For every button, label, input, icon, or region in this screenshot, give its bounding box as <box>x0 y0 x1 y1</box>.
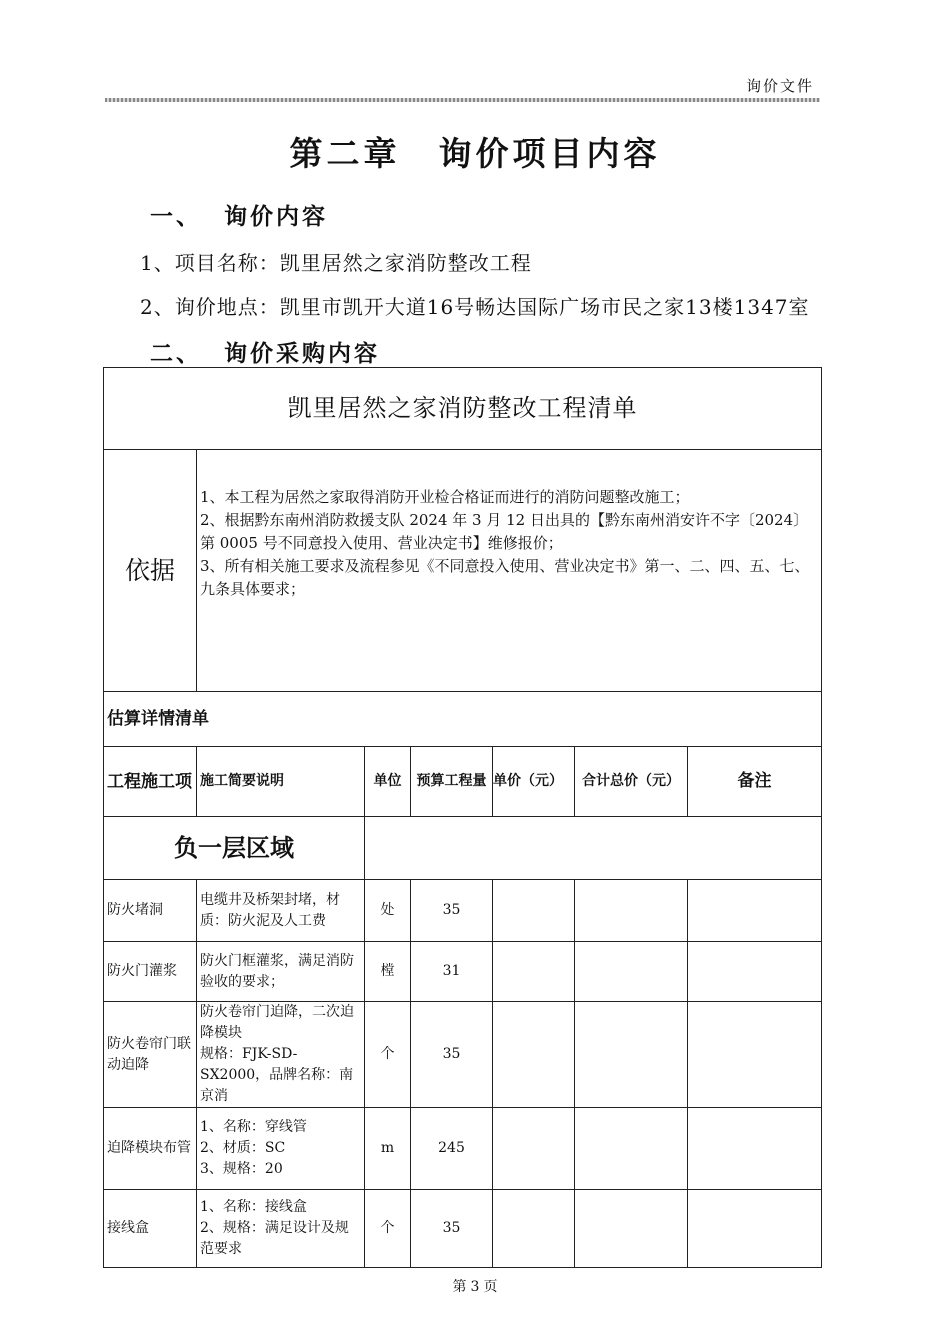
row-note <box>688 880 822 942</box>
row-desc: 防火卷帘门迫降，二次迫降模块 规格：FJK-SD-SX2000，品牌名称：南京消 <box>197 1002 365 1108</box>
zone-blank <box>365 817 822 880</box>
header-desc: 施工简要说明 <box>197 747 365 817</box>
row-price <box>493 1002 575 1108</box>
row-item-name: 防火堵洞 <box>104 880 197 942</box>
section2-heading: 二、 询价采购内容 <box>150 340 381 367</box>
estimate-title: 估算详情清单 <box>104 692 822 747</box>
row-note <box>688 942 822 1002</box>
row-total <box>575 1002 688 1108</box>
row-note <box>688 1002 822 1108</box>
row-unit: 个 <box>365 1002 411 1108</box>
header-item: 工程施工项 <box>104 747 197 817</box>
table-row <box>104 1190 822 1268</box>
row-price <box>493 1108 575 1190</box>
header-doc-type: 询价文件 <box>745 77 814 95</box>
row-note <box>688 1190 822 1268</box>
header-qty: 预算工程量 <box>411 747 493 817</box>
row-item-name: 防火门灌浆 <box>104 942 197 1002</box>
basis-line-3: 3、所有相关施工要求及流程参见《不同意投入使用、营业决定书》第一、二、四、五、七、九条具体要求； <box>200 557 810 598</box>
row-desc: 电缆井及桥架封堵，材质：防火泥及人工费 <box>197 880 365 942</box>
bill-title: 凯里居然之家消防整改工程清单 <box>104 368 822 450</box>
row-unit: m <box>365 1108 411 1190</box>
zone-title: 负一层区域 <box>104 817 365 880</box>
header-note: 备注 <box>688 747 822 817</box>
row-qty: 35 <box>411 1002 493 1108</box>
header-price: 单价（元） <box>493 747 575 817</box>
row-qty: 245 <box>411 1108 493 1190</box>
table-row <box>104 880 822 942</box>
table-row <box>104 1002 822 1108</box>
header-rule <box>105 98 820 102</box>
row-qty: 35 <box>411 880 493 942</box>
row-total <box>575 1190 688 1268</box>
row-item-name: 接线盒 <box>104 1190 197 1268</box>
row-unit: 处 <box>365 880 411 942</box>
header-total: 合计总价（元） <box>575 747 688 817</box>
row-desc: 1、名称：穿线管 2、材质：SC 3、规格：20 <box>197 1108 365 1190</box>
row-qty: 31 <box>411 942 493 1002</box>
header-unit: 单位 <box>365 747 411 817</box>
row-total <box>575 1108 688 1190</box>
row-unit: 个 <box>365 1190 411 1268</box>
project-name-line: 1、项目名称：凯里居然之家消防整改工程 <box>140 251 532 275</box>
row-price <box>493 942 575 1002</box>
table-row <box>104 1108 822 1190</box>
row-unit: 樘 <box>365 942 411 1002</box>
row-total <box>575 942 688 1002</box>
table-row <box>104 942 822 1002</box>
row-item-name: 迫降模块布管 <box>104 1108 197 1190</box>
row-qty: 35 <box>411 1190 493 1268</box>
basis-content <box>197 450 822 692</box>
basis-line-1: 1、本工程为居然之家取得消防开业检合格证而进行的消防问题整改施工； <box>200 488 690 506</box>
row-item-name: 防火卷帘门联动迫降 <box>104 1002 197 1108</box>
row-note <box>688 1108 822 1190</box>
bill-table <box>103 367 822 1268</box>
page-number <box>0 1276 950 1296</box>
row-price <box>493 1190 575 1268</box>
row-price <box>493 880 575 942</box>
basis-line-2: 2、根据黔东南州消防救援支队 2024 年 3 月 12 日出具的【黔东南州消安许不字〔2024〕第 0005 号不同意投入使用、营业决定书】维修报价； <box>200 511 809 552</box>
row-desc: 1、名称：接线盒 2、规格：满足设计及规范要求 <box>197 1190 365 1268</box>
row-desc: 防火门框灌浆，满足消防验收的要求； <box>197 942 365 1002</box>
inquiry-location-line: 2、询价地点：凯里市凯开大道16号畅达国际广场市民之家13楼1347室 <box>140 295 810 319</box>
section1-heading: 一、 询价内容 <box>150 203 329 230</box>
chapter-number: 第二章 <box>289 134 401 173</box>
row-total <box>575 880 688 942</box>
page-suffix: 页 <box>483 1279 498 1295</box>
chapter-name: 询价项目内容 <box>438 134 661 173</box>
chapter-title <box>0 128 950 175</box>
page-prefix: 第 <box>452 1279 467 1295</box>
page-value: 3 <box>470 1279 480 1295</box>
basis-label: 依据 <box>104 450 197 692</box>
